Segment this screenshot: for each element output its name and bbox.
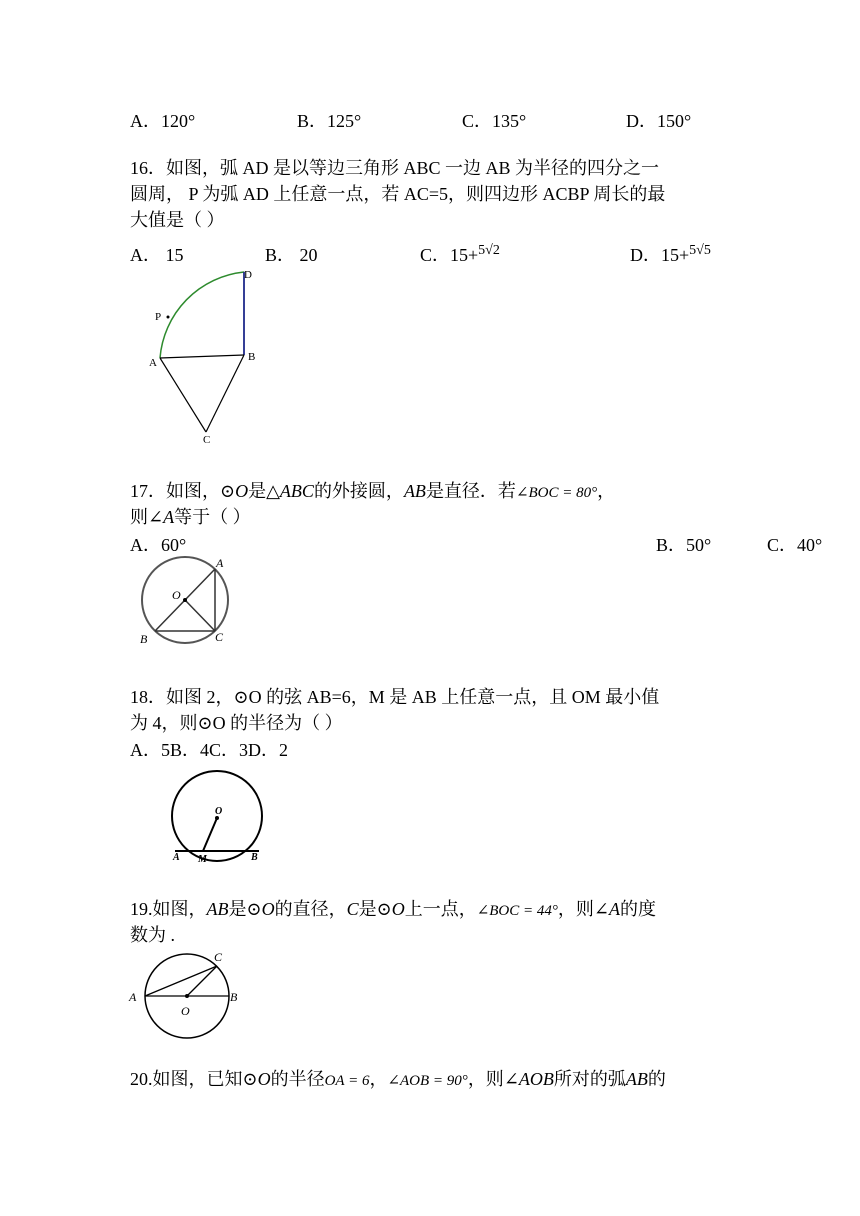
q16-label-c: C [203,434,211,446]
q16-figure [140,262,270,452]
q15-option-d: D．150° [626,111,692,131]
q19-label-a: A [129,990,137,1004]
q16-label-d: D [244,269,252,281]
q16-stem-line3: 大值是（ ） [130,210,225,230]
q18-figure [165,770,270,865]
q16-option-b: B． 20 [265,245,318,265]
q16-point-p [167,316,170,319]
q17-angle-boc: ∠BOC = 80° [515,485,598,501]
q16-segment-bc [206,355,244,432]
q18-label-b: B [251,852,258,863]
q18-stem-line1: 18．如图 2，⊙O 的弦 AB=6，M 是 AB 上任意一点，且 OM 最小值 [130,687,660,707]
q15-option-b: B．125° [297,111,362,131]
q17-stem-line2: 则∠A等于（ ） [130,507,251,527]
q17-option-c: C．40° [767,535,823,555]
q19-label-c: C [214,950,223,964]
q17-option-b: B．50° [656,535,712,555]
q18-options: A．5B．4C．3D．2 [130,740,289,760]
q18-label-o: O [215,806,223,817]
q16-label-b: B [248,351,256,363]
q17-circle-o: ⊙O [220,481,249,501]
q16-label-a: A [149,357,157,369]
q17-label-o: O [172,588,181,602]
q19-label-o: O [181,1004,190,1018]
q17-triangle-abc: △ABC [266,481,314,501]
q19-stem-line2: 数为 . [130,925,175,945]
q16-option-d: D．15+$^{5√5}$ [630,243,711,265]
q16-stem-line1: 16．如图，弧 AD 是以等边三角形 ABC 一边 AB 为半径的四分之一 [130,158,660,178]
q18-label-m: M [198,854,207,865]
q17-figure [135,555,250,650]
q17-label-a: A [216,556,224,570]
q18-label-a: A [173,852,180,863]
q16-option-c: C．15+$^{5√2}$ [420,243,500,265]
q15-option-c: C．135° [462,111,527,131]
q16-segment-ab [160,355,244,358]
q16-stem-line2: 圆周， P 为弧 AD 上任意一点，若 AC=5，则四边形 ACBP 周长的最 [130,184,666,204]
q16-label-p: P [155,311,162,323]
q18-stem-line2: 为 4，则⊙O 的半径为（ ） [130,713,343,733]
q17-option-a: A．60° [130,535,187,555]
q15-option-a: A．120° [130,111,196,131]
q19-figure [125,948,245,1043]
q16-option-a: A． 15 [130,245,184,265]
q19-angle-boc: ∠BOC = 44° [476,903,558,919]
q20-stem-line1: 20.如图，已知⊙O的半径OA = 6，∠AOB = 90°，则∠AOB所对的弧AB的 [130,1069,666,1089]
q19-label-b: B [230,990,238,1004]
q16-arc-ad [160,272,244,358]
q16-option-c-radical: 5√2 [478,243,500,258]
q17-stem-line1: 17．如图，⊙O是△ABC的外接圆，AB是直径．若∠BOC = 80°， [130,481,616,501]
q17-label-b: B [140,632,148,646]
q17-label-c: C [215,630,224,644]
q19-stem-line1: 19.如图，AB是⊙O的直径，C是⊙O上一点，∠BOC = 44°，则∠A的度 [130,899,656,919]
q16-segment-ac [160,358,206,432]
q16-option-d-radical: 5√5 [689,243,711,258]
